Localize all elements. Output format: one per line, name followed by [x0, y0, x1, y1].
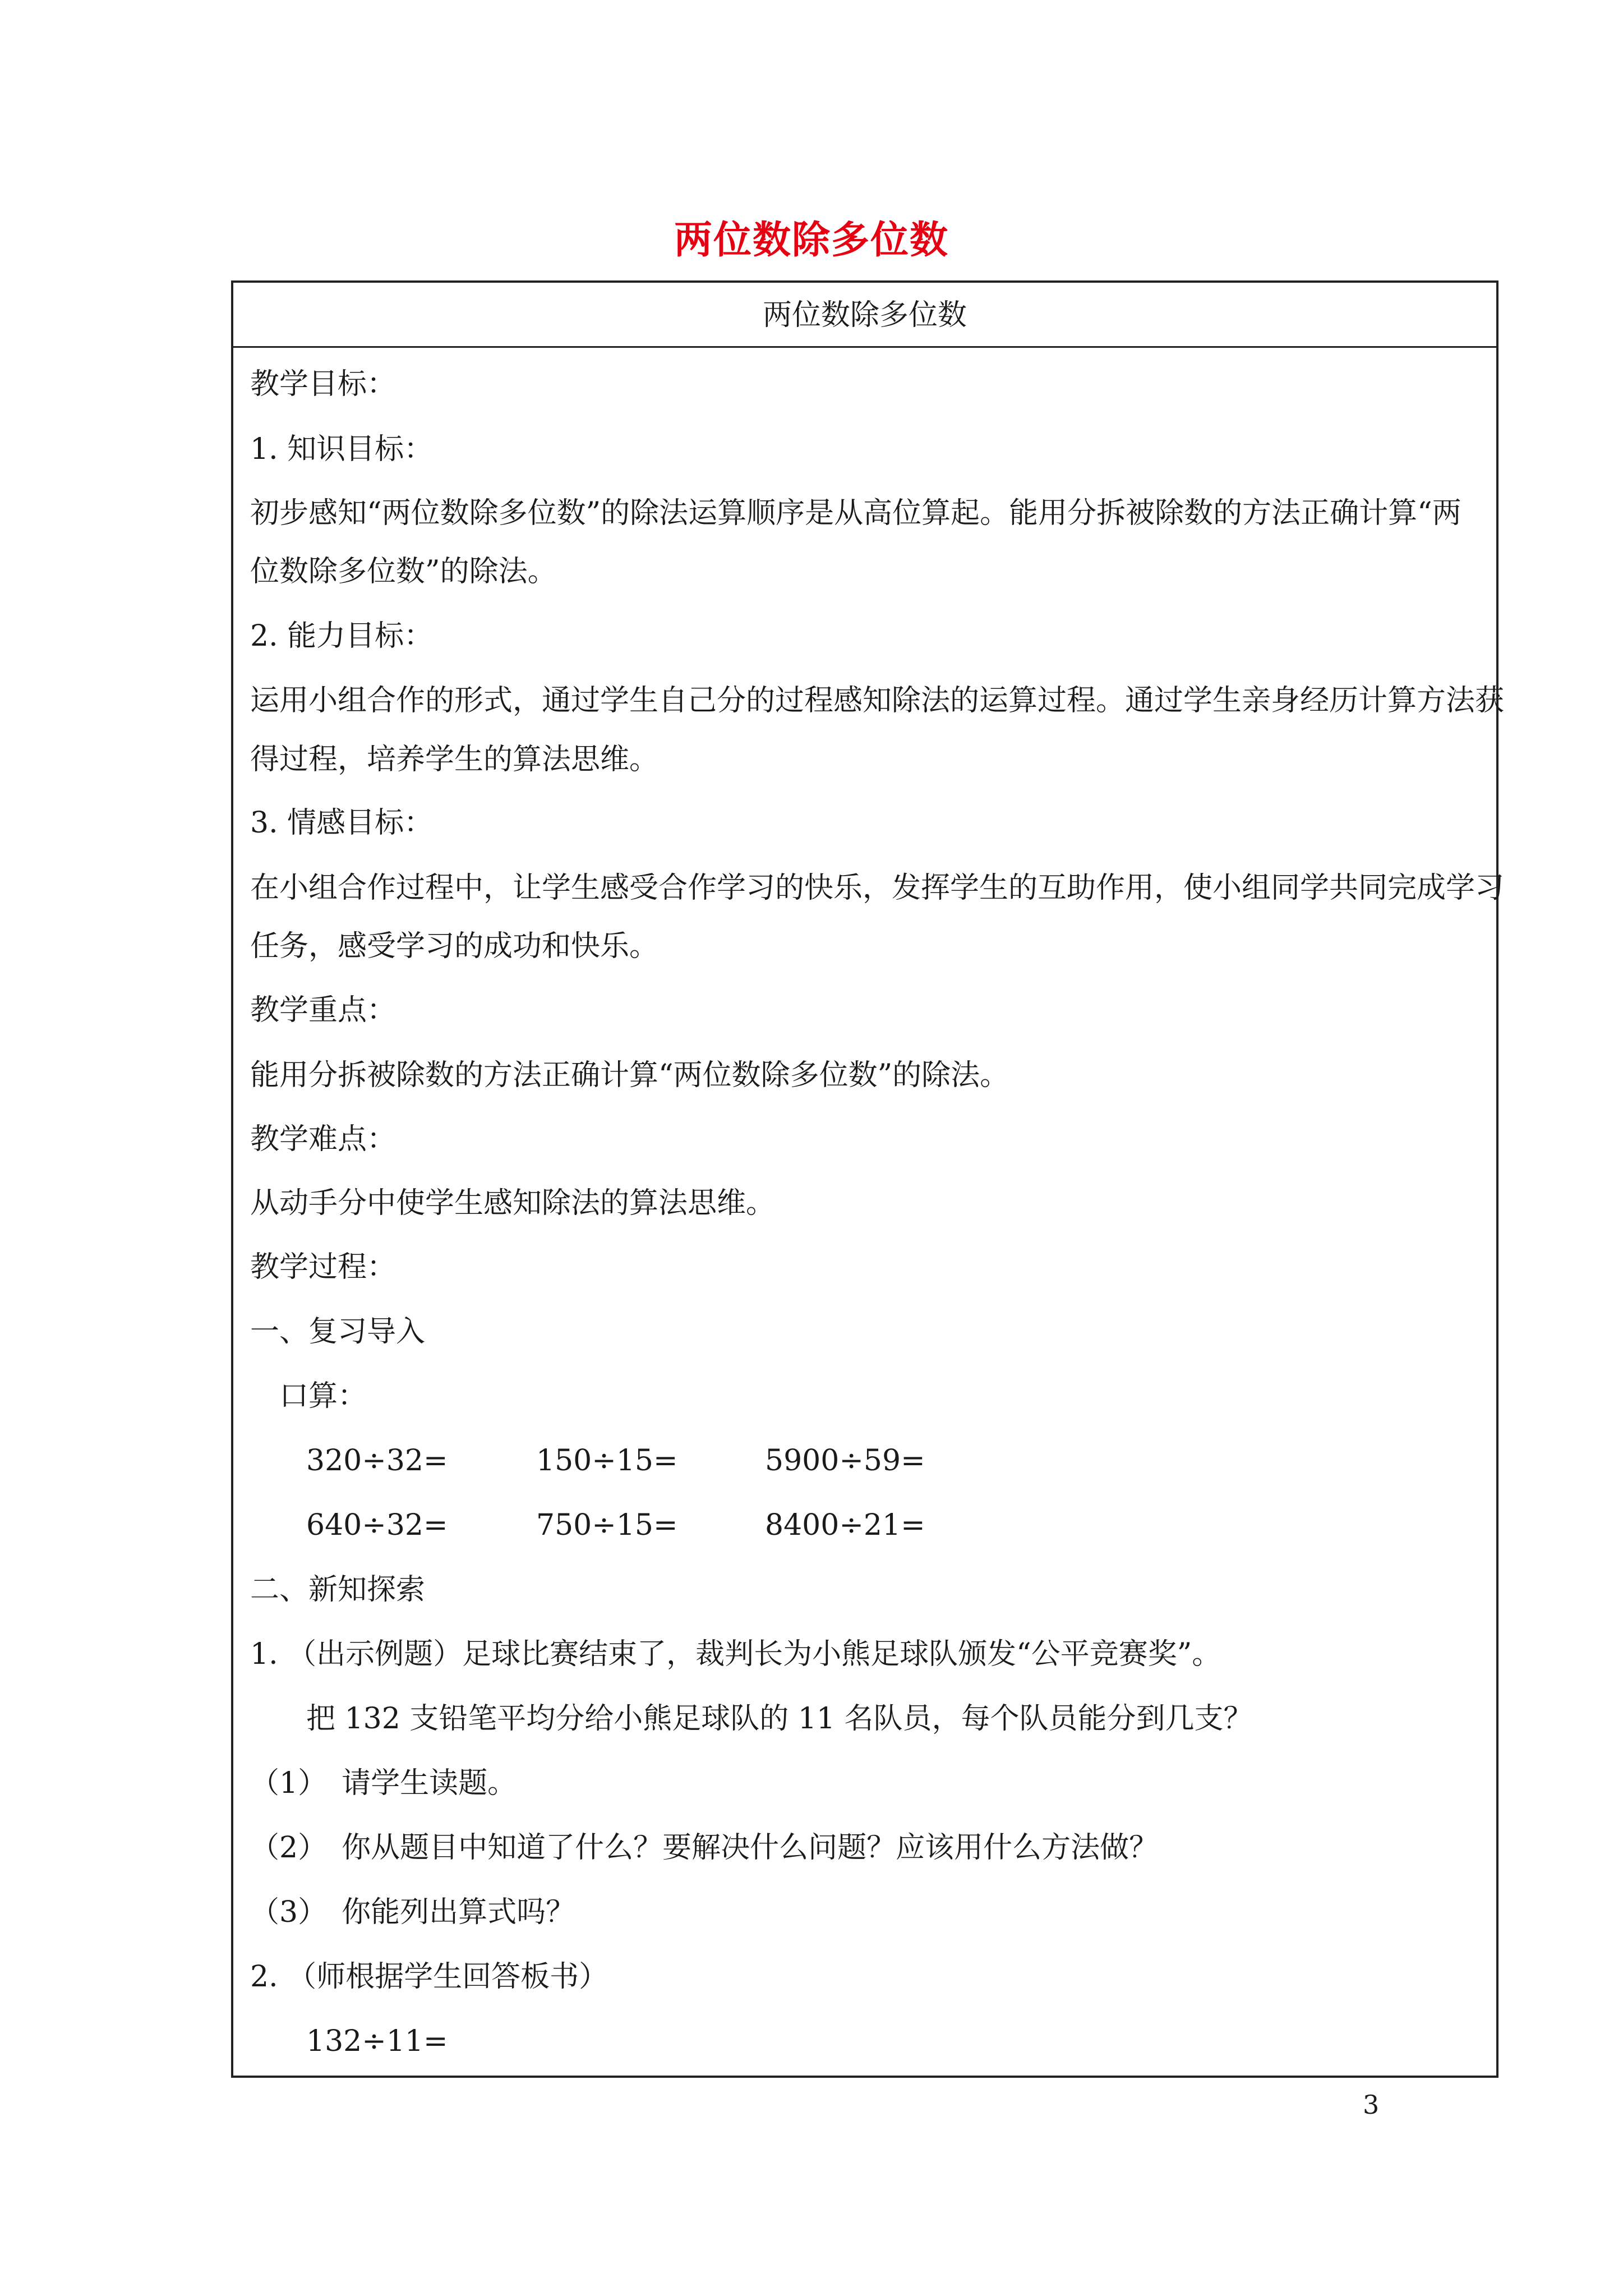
question-1: （1） 请学生读题。: [250, 1766, 517, 1800]
oral-exercise: 150÷15=: [536, 1444, 678, 1478]
emotion-goal-line-1: 在小组合作过程中，让学生感受合作学习的快乐，发挥学生的互助作用，使小组同学共同完成学习: [250, 871, 1505, 905]
process-heading: 教学过程：: [250, 1250, 396, 1284]
oral-calc-label: 口算：: [279, 1379, 367, 1413]
document-title: 两位数除多位数: [674, 218, 949, 263]
example-2: 2. （师根据学生回答板书）: [250, 1960, 608, 1994]
oral-exercise: 640÷32=: [306, 1508, 448, 1542]
table-header: 两位数除多位数: [233, 283, 1496, 348]
oral-exercise: 320÷32=: [306, 1444, 448, 1478]
question-2: （2） 你从题目中知道了什么？要解决什么问题？应该用什么方法做？: [250, 1831, 1159, 1865]
ability-goal-line-2: 得过程，培养学生的算法思维。: [250, 743, 659, 776]
review-section-heading: 一、复习导入: [250, 1315, 426, 1349]
difficulty-text: 从动手分中使学生感知除法的算法思维。: [250, 1186, 776, 1220]
emotion-goal-line-2: 任务，感受学习的成功和快乐。: [250, 930, 659, 963]
knowledge-goal-heading: 1. 知识目标：: [250, 432, 434, 466]
oral-exercise: 5900÷59=: [765, 1444, 925, 1478]
example-1: 1. （出示例题）足球比赛结束了，裁判长为小熊足球队颁发“公平竞赛奖”。: [250, 1637, 1221, 1671]
oral-exercise: 8400÷21=: [765, 1508, 925, 1542]
key-point-heading: 教学重点：: [250, 993, 396, 1027]
question-3: （3） 你能列出算式吗？: [250, 1895, 575, 1929]
lesson-table: [231, 280, 1505, 2078]
knowledge-goal-line-1: 初步感知“两位数除多位数”的除法运算顺序是从高位算起。能用分拆被除数的方法正确计算“两: [250, 496, 1461, 530]
page-number: 3: [1363, 2090, 1380, 2120]
knowledge-goal-line-2: 位数除多位数”的除法。: [250, 555, 557, 588]
new-knowledge-heading: 二、新知探索: [250, 1573, 426, 1607]
board-calculation: 132÷11=: [306, 2024, 448, 2058]
emotion-goal-heading: 3. 情感目标：: [250, 806, 434, 840]
ability-goal-heading: 2. 能力目标：: [250, 619, 434, 653]
difficulty-heading: 教学难点：: [250, 1122, 396, 1156]
key-point-text: 能用分拆被除数的方法正确计算“两位数除多位数”的除法。: [250, 1059, 1009, 1092]
oral-exercise: 750÷15=: [536, 1508, 678, 1542]
teaching-goals-heading: 教学目标：: [250, 367, 396, 401]
ability-goal-line-1: 运用小组合作的形式，通过学生自己分的过程感知除法的运算过程。通过学生亲身经历计算方法获: [250, 684, 1505, 717]
example-1-problem: 把 132 支铅笔平均分给小熊足球队的 11 名队员，每个队员能分到几支？: [306, 1702, 1253, 1736]
